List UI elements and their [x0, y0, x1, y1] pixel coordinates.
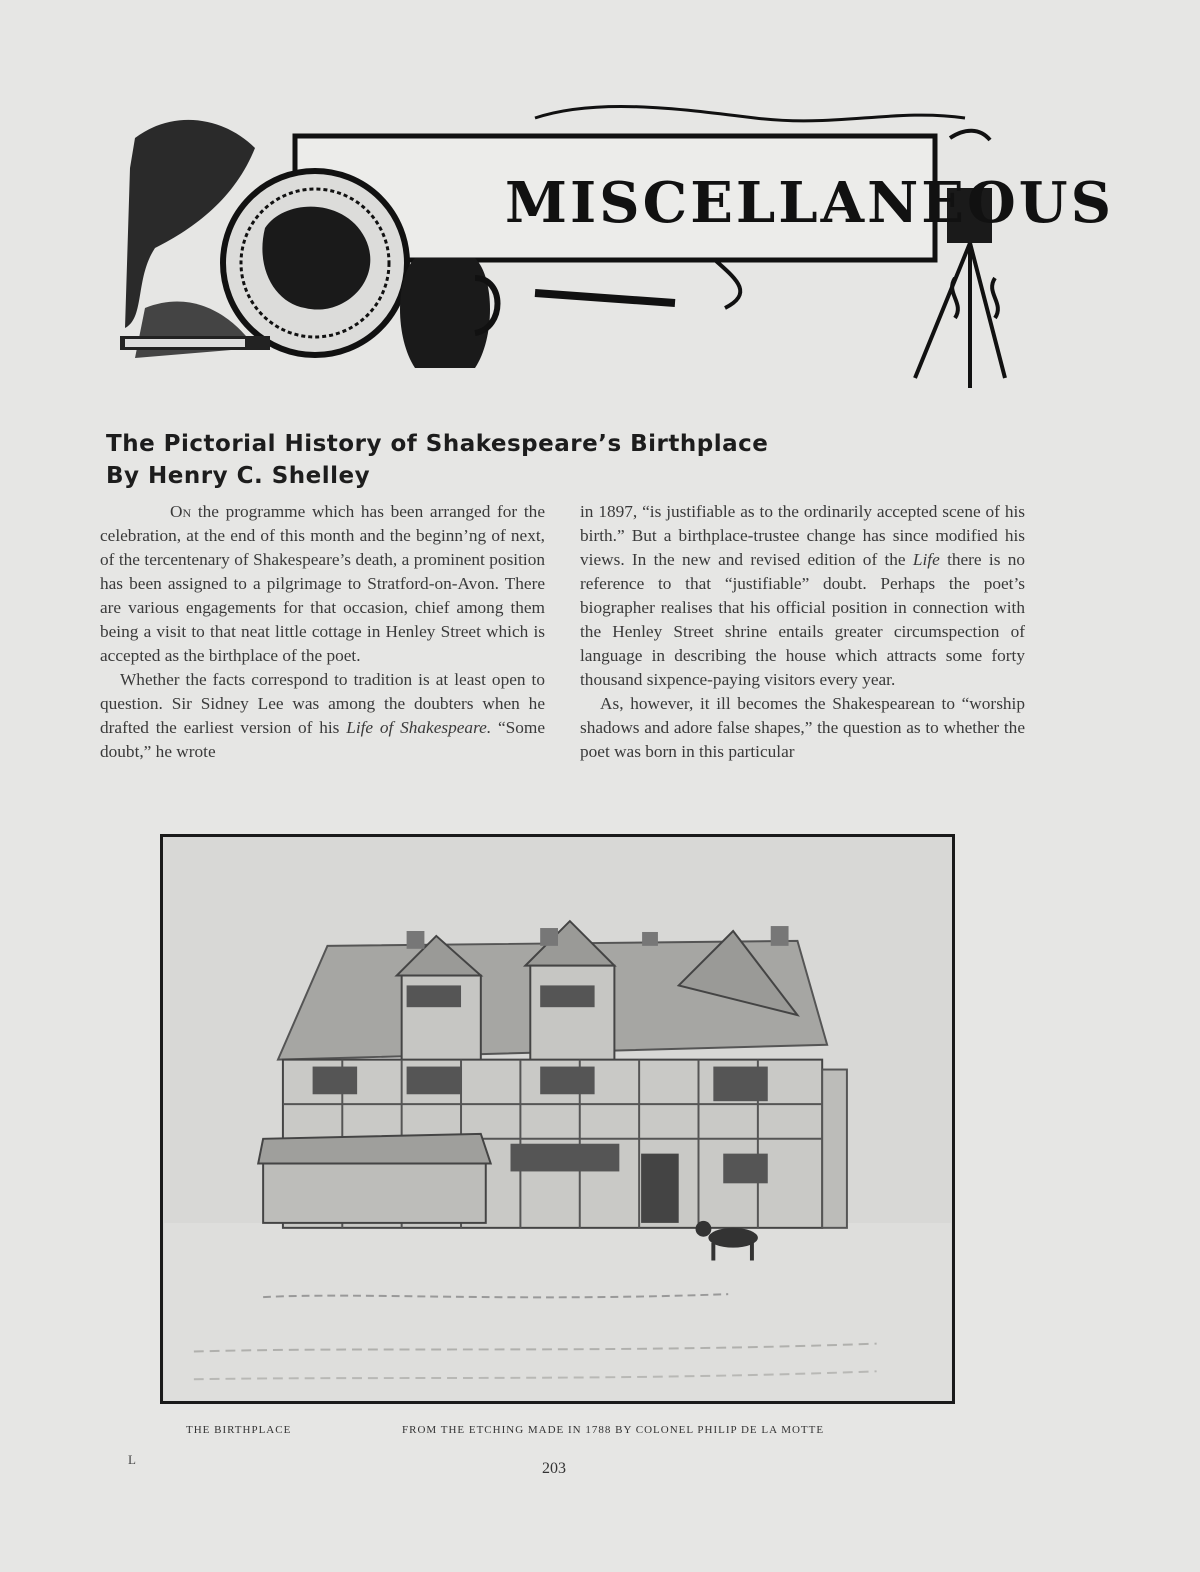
book-title: Life of Shakespeare.	[346, 718, 492, 737]
figure-caption-credit: FROM THE ETCHING MADE IN 1788 BY COLONEL PHILIP DE LA MOTTE	[402, 1424, 825, 1436]
paragraph	[100, 500, 545, 668]
paragraph	[100, 668, 545, 764]
paragraph-text: Whether the facts correspond to tradition is at least open to question. Sir Sidney Lee was among the doubters when he drafted the earliest version of his	[100, 670, 545, 737]
house-drawing	[163, 837, 952, 1401]
signature-mark: L	[128, 1452, 136, 1467]
paragraph	[580, 500, 1025, 692]
article-title: The Pictorial History of Shakespeare’s Birthplace	[106, 431, 769, 457]
birthplace-etching	[160, 834, 955, 1404]
section-banner	[115, 78, 1115, 398]
book-title: Life	[912, 550, 940, 569]
article-column-right	[580, 500, 1025, 764]
banner-ornament-illustration	[115, 78, 1015, 398]
paragraph-text: in 1897, “is justifiable as to the ordinarily accepted scene of his birth.” But a birthplace-trustee change has since modified his views. In the new and revised edition of the	[580, 502, 1025, 569]
figure-caption-title: THE BIRTHPLACE	[186, 1424, 292, 1436]
article-column-left	[100, 500, 545, 764]
article-byline: By Henry C. Shelley	[106, 463, 371, 489]
paragraph-text: the programme which has been arranged for the celebration, at the end of this month and the beginn’ng of next, of the tercentenary of Shakespeare’s death, a prominent position has been assigned to a pilgrimage to Stratford-on-Avon. There are various engagements for that occasion, chief among them being a visit to that neat little cottage in Henley Street which is accepted as the birthplace of the poet.	[100, 502, 545, 665]
drop-cap: On	[170, 502, 192, 521]
paragraph-text: “Some doubt,” he wrote	[100, 718, 545, 761]
paragraph-text: there is no reference to that “justifiable” doubt. Perhaps the poet’s biographer realises that his official position in connection with the Henley Street shrine entails greater circumspection of language in describing the house which attracts some forty thousand sixpence-paying visitors every year.	[580, 550, 1025, 689]
page-number: 203	[542, 1460, 566, 1477]
banner-title: MISCELLANEOUS	[505, 170, 1115, 236]
paragraph: As, however, it ill becomes the Shakespearean to “worship shadows and adore false shapes,” the question as to whether the poet was born in this particular	[580, 694, 1025, 761]
